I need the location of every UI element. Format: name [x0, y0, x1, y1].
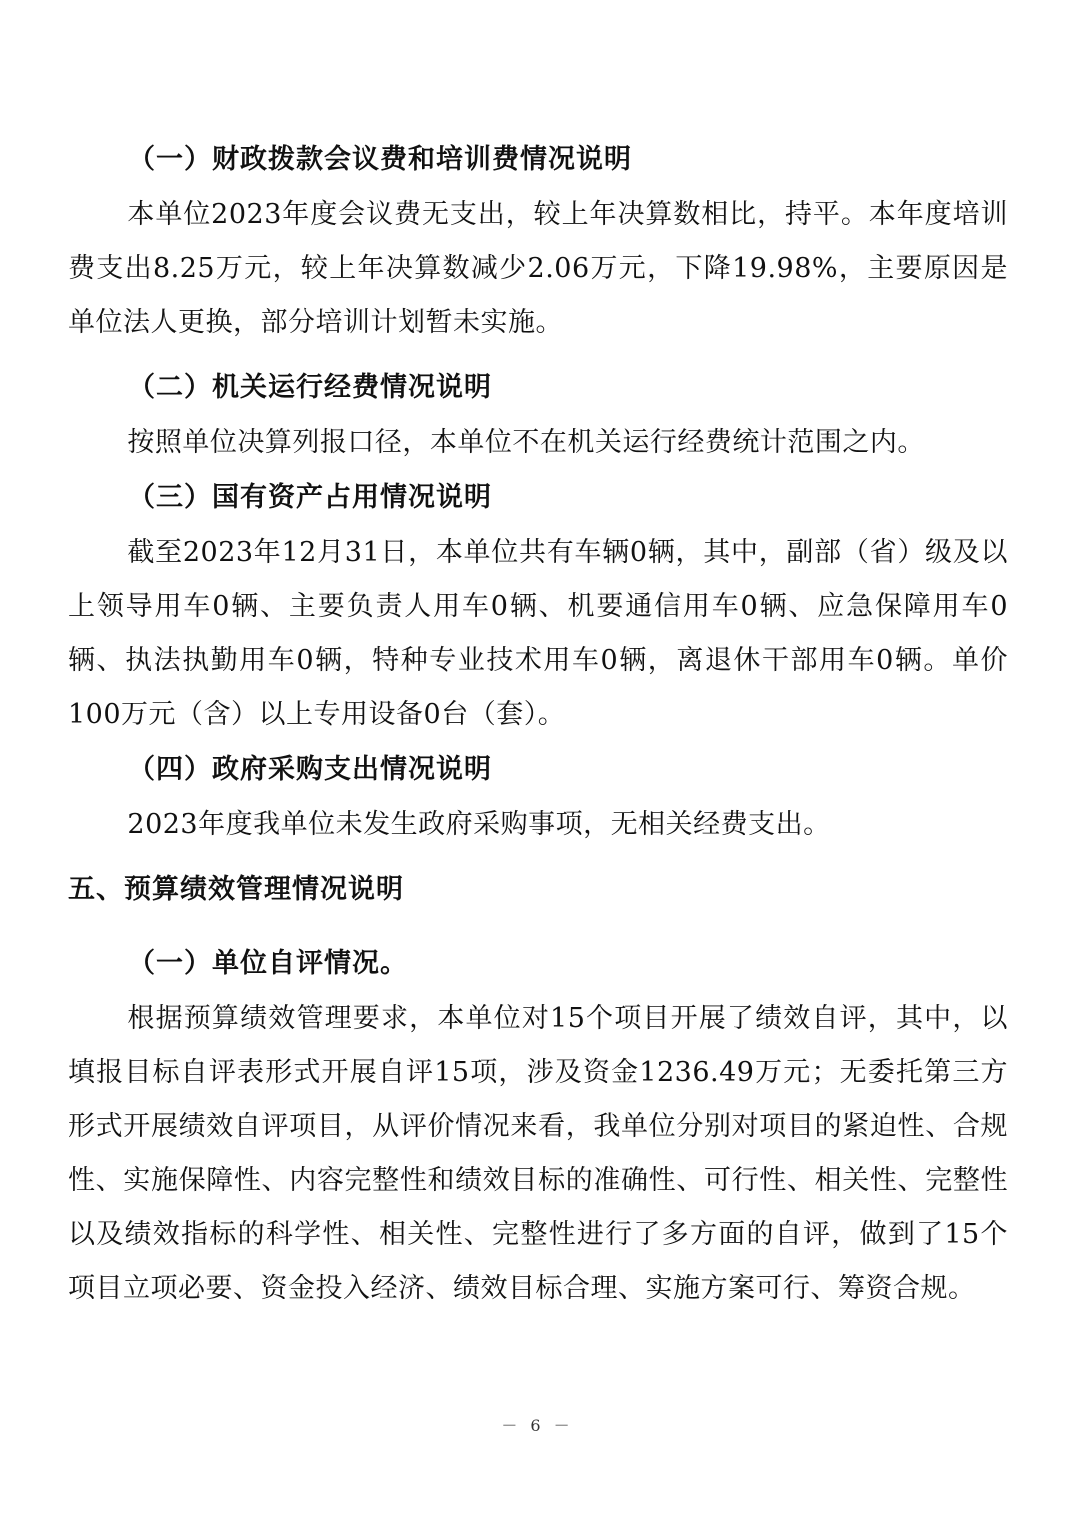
section-heading-operating: （二）机关运行经费情况说明 [128, 372, 492, 403]
chapter-title: 五、预算绩效管理情况说明 [68, 874, 404, 905]
spacer [68, 852, 1008, 862]
section-heading-meeting-training: （一）财政拨款会议费和培训费情况说明 [128, 144, 632, 175]
page-number: － 6 － [501, 1416, 574, 1435]
section-heading-assets: （三）国有资产占用情况说明 [128, 482, 492, 513]
section-body-assets: 截至2023年12月31日，本单位共有车辆0辆，其中，副部（省）级及以上领导用车0辆、主要负责人用车0辆、机要通信用车0辆、应急保障用车0辆、执法执勤用车0辆，特种专业技术用车0辆，离退休干部用车0辆。单价100万元（含）以上专用设备0台（套）。 [68, 537, 1008, 730]
section-body-self-eval: 根据预算绩效管理要求，本单位对15个项目开展了绩效自评，其中，以填报目标自评表形式开展自评15项，涉及资金1236.49万元；无委托第三方形式开展绩效自评项目，从评价情况来看，我单位分别对项目的紧迫性、合规性、实施保障性、内容完整性和绩效目标的准确性、可行性、相关性、完整性以及绩效指标的科学性、相关性、完整性进行了多方面的自评，做到了15个项目立项必要、资金投入经济、绩效目标合理、实施方案可行、筹资合规。 [68, 1003, 1008, 1304]
section-body-procurement: 2023年度我单位未发生政府采购事项，无相关经费支出。 [127, 809, 831, 840]
document-page [68, 132, 1008, 1316]
section-heading-self-eval: （一）单位自评情况。 [128, 948, 408, 979]
section-body-meeting-training: 本单位2023年度会议费无支出，较上年决算数相比，持平。本年度培训费支出8.25万元，较上年决算数减少2.06万元，下降19.98%，主要原因是单位法人更换，部分培训计划暂未实施。 [68, 199, 1008, 338]
section-body-operating: 按照单位决算列报口径，本单位不在机关运行经费统计范围之内。 [127, 427, 925, 458]
spacer [68, 350, 1008, 360]
section-heading-procurement: （四）政府采购支出情况说明 [128, 754, 492, 785]
spacer [68, 918, 1008, 936]
